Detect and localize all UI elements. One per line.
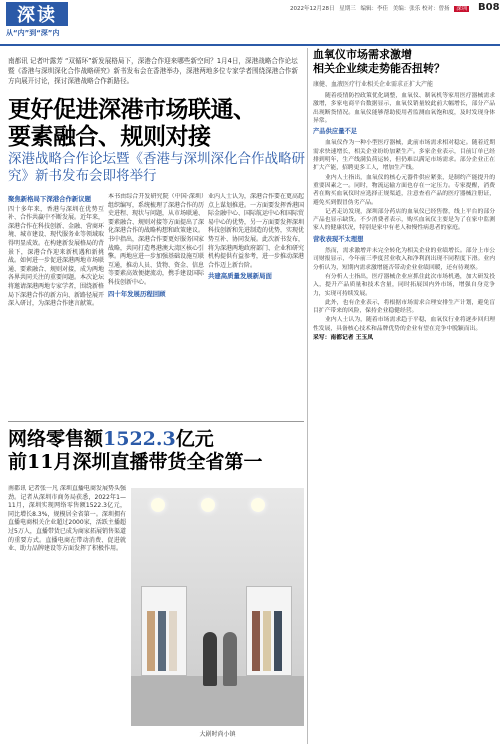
headline-figure: 1522.3 (103, 428, 176, 450)
paragraph: 然而，需求激增并未完全转化为相关企业的业绩增长。部分上市公司财报显示，今年前三季度营业收入和净利润出现不同程度下滑。业内分析认为，短期内需求激增能否带动企业业绩回暖，还有待观察。 (313, 248, 495, 271)
paragraph: 业内人士指出，血氧仪的核心元器件供应紧张，是制约产能提升的重要因素之一。同时，物流运输方面也存在一定压力。专家提醒，消费者在购买血氧仪时应选择正规渠道，注意查看产品的医疗器械注册证，避免买到假冒伪劣产品。 (313, 174, 495, 206)
second-article-text: 南都讯 记者张一凡 深圳直播电商发展势头强劲。记者从深圳市商务局获悉，2022年1—11月，深圳实现网络零售额1522.3亿元，同比增长8.3%，规模居全省第一。深圳拥有直播电商相关企业超过2000家，活跃主播超过5万人，直播带货已成为商家拓展销售渠道的重要方式。直播电商在带动消费、促进就业、助力品牌建设等方面发挥了积极作用。 (8, 485, 126, 553)
paragraph: 有分析人士指出，医疗器械企业应抓住此次市场机遇，加大研发投入，提升产品质量和技术含量，同时拓展国内外市场，增强自身竞争力，实现可持续发展。 (313, 273, 495, 297)
main-headline (8, 96, 308, 150)
headline-text: 亿元 (175, 428, 214, 450)
section-subtitle: 从“内”到“深”内 (6, 29, 60, 37)
section-heading: 产品供应量不足 (313, 128, 358, 136)
ceiling-lamp (201, 498, 215, 512)
right-article-body (313, 92, 495, 744)
main-headline-line1: 更好促进深港市场联通、 (8, 96, 256, 123)
issue-weekday: 星期三 (339, 6, 356, 12)
region-badge: 深圳 (456, 6, 468, 12)
editor-credit: 编辑：李佳 (360, 6, 389, 12)
second-headline-line2: 前11月深圳直播带货全省第一 (8, 451, 263, 473)
article-column-1 (8, 193, 104, 419)
garment (274, 611, 282, 671)
shopper-figure (223, 632, 237, 686)
column-divider (307, 48, 308, 744)
issue-date: 2022年12月28日 (290, 6, 335, 12)
store-floor (131, 676, 304, 726)
roles-credit: 美编：张乐 校对：曾扬 (392, 6, 450, 12)
lead-paragraph: 南都讯 记者叶露芳 “双循环”新发展格局下，深港合作迎来哪些新空间？1月4日，深港战略合作论坛暨《香港与深圳深化合作战略研究》新书发布会在香港举办，深港两地多位专家学者围绕深港合作新方向展开讨论，探讨深港战略合作新路径。 (8, 57, 299, 85)
article-text: 业内人士认为，深港合作要在更高起点上谋划推进。一方面要发挥香港国际金融中心、国际航运中心和国际贸易中心的优势，另一方面要发挥深圳科技创新和先进制造的优势，实现优势互补、协同发展。此次新书发布，将为深港两地政府部门、企业和研究机构提供有益参考，进一步推动深港合作迈上新台阶。 (208, 193, 304, 269)
photo-caption: 大剧时尚小镇 (199, 731, 236, 738)
paragraph: 随着疫情防控政策优化调整，血氧仪、制氧机等家用医疗器械需求激增，多家电商平台数据显示，血氧仪销量较此前大幅增长，部分产品出现断货情况。血氧仪能够帮助使用者监测血氧饱和度，及时发现身体异常。 (313, 93, 495, 124)
store-photo (131, 488, 304, 726)
headline-text: 网络零售额 (8, 428, 104, 450)
main-article-body (8, 193, 304, 419)
second-headline-line1 (8, 428, 306, 451)
paragraph: 此外，也有企业表示，将根据市场需求合理安排生产计划，避免盲目扩产带来的风险，保持企业稳健经营。 (313, 299, 495, 315)
page-number: B08 (478, 2, 500, 13)
main-headline-line2: 要素融合、规则对接 (8, 123, 211, 150)
article-column-3 (208, 193, 304, 419)
second-headline (8, 428, 306, 474)
garment (252, 611, 260, 671)
paragraph: 记者走访发现，深圳部分药店的血氧仪已经售罄，线上平台的部分产品也显示缺货。不少消费者表示，购买血氧仪主要是为了在家中监测家人的健康状况，特别是家中有老人和慢性病患者的家庭。 (313, 208, 495, 232)
section-heading: 营收表现不太理想 (313, 235, 364, 243)
article-text: 本书由综合开发研究院（中国·深圳）组织编写，系统梳理了深港合作的历史进程、现状与问题，从市场联通、要素融合、规则对接等方面提出了深化深港合作的战略构想和政策建议。书中指出，深港合作要更好服务国家战略，共同打造粤港澳大湾区核心引擎。两地应进一步加强基础设施互联互通，推动人员、货物、资金、信息等要素高效便捷流动，携手建设国际科技创新中心。 (108, 193, 204, 286)
right-headline-line1: 血氧仪市场需求激增 (313, 48, 412, 61)
paragraph: 血氧仪作为一种小型医疗器械，此前市场需求相对稳定。随着近期需求快速增长，相关企业纷纷加紧生产。多家企业表示，目前订单已经排到明年，生产线满负荷运转，但仍难以满足市场需求。部分企业正在扩大产能，招聘更多工人，增加生产线。 (313, 140, 495, 172)
story-divider (8, 421, 304, 422)
section-heading: 聚焦新格局下深港合作新议题 (8, 195, 92, 203)
section-heading: 四十年发展历程回顾 (108, 289, 166, 298)
garment (169, 611, 177, 671)
header-info (290, 4, 472, 12)
article-column-2 (108, 193, 204, 419)
right-headline-line2: 相关企业续走势能否扭转？ (313, 62, 445, 75)
section-logo: 深读 (6, 2, 68, 26)
garment (263, 611, 271, 671)
section-heading: 共建高质量发展新局面 (208, 272, 272, 281)
byline: 采写：南都记者 王玉凤 (313, 335, 373, 342)
header-rule (0, 44, 500, 46)
main-subheadline: 深港战略合作论坛暨《香港与深圳深化合作战略研究》新书发布会即将举行 (8, 151, 305, 184)
paragraph: 业内人士认为，随着市场需求趋于平稳，血氧仪行业将逐步回归理性发展，具备核心技术和品牌优势的企业有望在竞争中脱颖而出。 (313, 317, 495, 332)
right-headline (313, 48, 495, 76)
garment (158, 611, 166, 671)
article-text: 四十多年来，香港与深圳在优势互补、合作共赢中不断发展。近年来，深港合作在科技创新、金融、营商环境、城市建设、现代服务业等领域取得明显成效。在构建新发展格局的背景下，深港合作迎来新机遇和新挑战。如何进一步促进深港两地市场联通、要素融合、规则对接，成为两地各界共同关注的重要问题。本次论坛将邀请深港两地专家学者，围绕新格局下深港合作的新方向、新路径展开深入研讨，为深港合作建言献策。 (8, 205, 104, 308)
right-deck: 康健、血液医疗行业相关企业需求正扩大产能 (313, 81, 434, 88)
page-header (0, 0, 500, 44)
ceiling-lamp (251, 498, 265, 512)
garment (147, 611, 155, 671)
shopper-figure (203, 632, 217, 686)
ceiling-lamp (151, 498, 165, 512)
